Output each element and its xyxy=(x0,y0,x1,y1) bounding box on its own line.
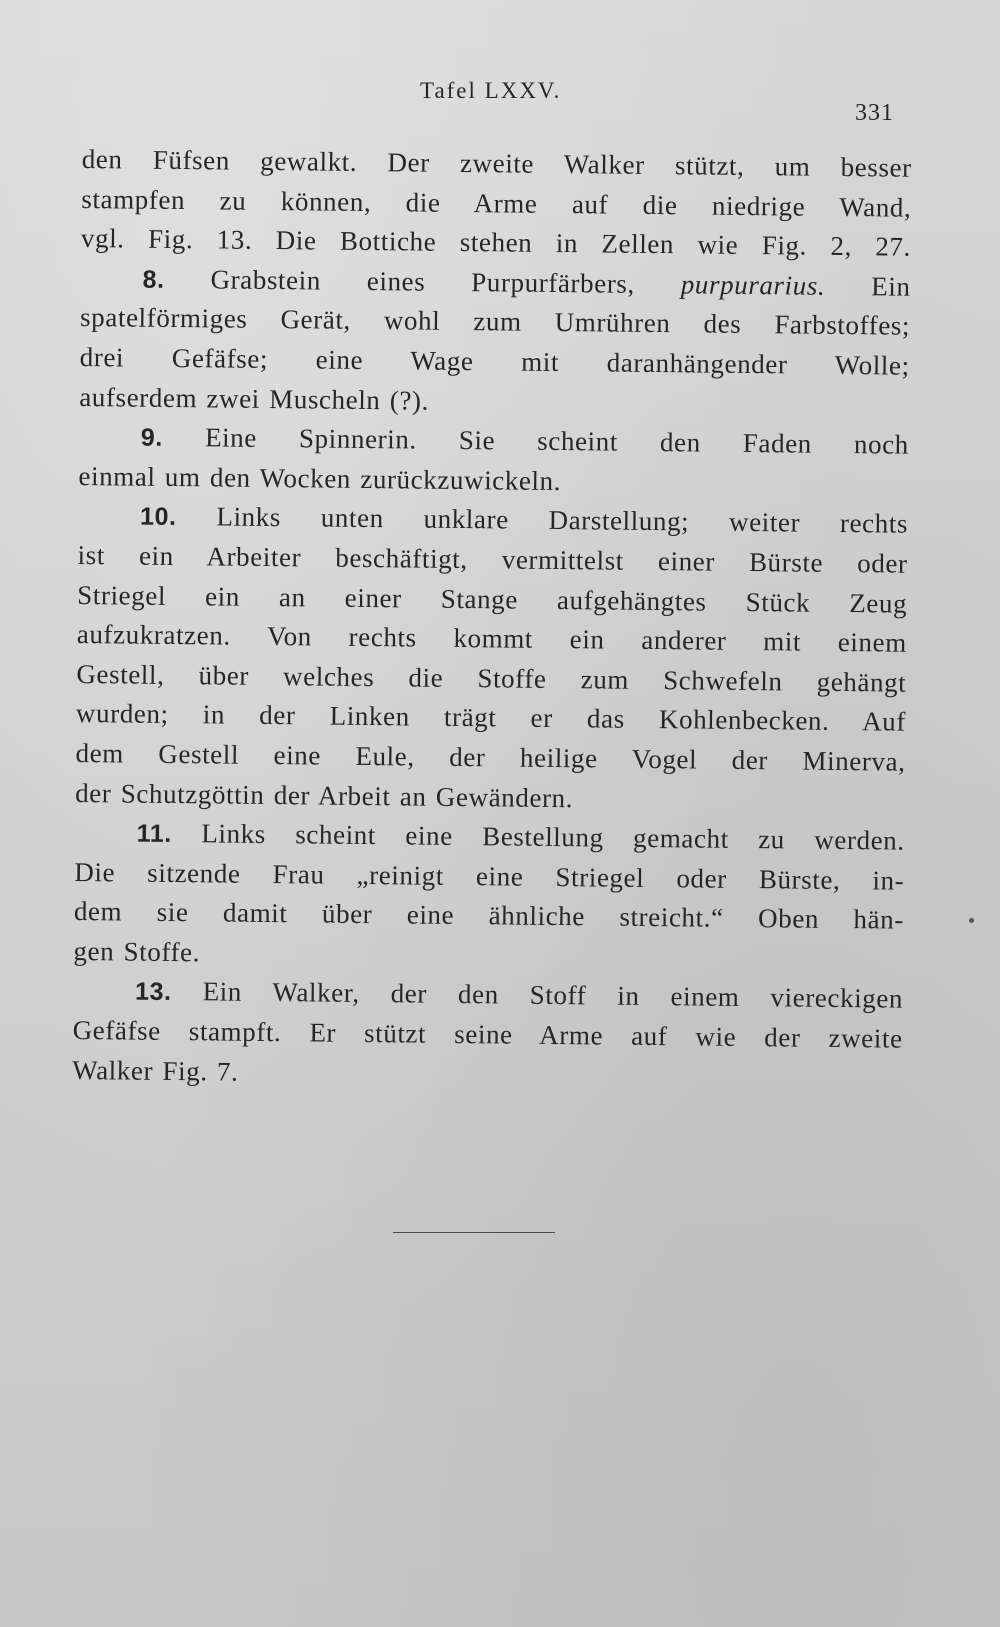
figure-number: 11. xyxy=(136,819,173,849)
plate-title: Tafel LXXV. xyxy=(420,78,562,103)
line-text: aufzukratzen. Von rechts kommt ein anderer mit einem xyxy=(76,619,907,658)
line-text: wurden; in der Linken trägt er das Kohlenbecken. Auf xyxy=(75,698,907,737)
line-text: Ein Walker, der den Stoff in einem viereckigen xyxy=(171,976,904,1015)
line-text: gen Stoffe. xyxy=(73,935,201,968)
line-text: Links scheint eine Bestellung gemacht zu werden. xyxy=(171,818,905,856)
line-text: drei Gefäfse; eine Wage mit daranhängender Wolle; xyxy=(79,341,910,381)
line-text: spatelförmiges Gerät, wohl zum Umrühren des Farbstoffes; xyxy=(79,302,911,342)
line-text: Gefäfse stampft. Er stützt seine Arme auf wie der zweite xyxy=(72,1015,903,1054)
figure-number: 13. xyxy=(134,978,172,1007)
end-rule xyxy=(393,1232,555,1233)
figure-number: 10. xyxy=(139,502,177,532)
figure-number: 8. xyxy=(142,265,165,294)
line-text: Gestell, über welches die Stoffe zum Schwefeln gehängt xyxy=(76,658,907,698)
line-text: der Schutzgöttin der Arbeit an Gewändern. xyxy=(75,777,574,813)
italic-term: purpurarius. xyxy=(680,269,826,301)
line-text: Striegel ein an einer Stange aufgehängtes Stück Zeug xyxy=(77,579,908,619)
line-text: dem Gestell eine Eule, der heilige Vogel der Minerva, xyxy=(75,737,906,777)
body-text xyxy=(72,140,912,1099)
line-text: einmal um den Wocken zurückzuwickeln. xyxy=(78,460,562,496)
page-number: 331 xyxy=(855,100,894,126)
line-text: Die sitzende Frau „reinigt eine Striegel oder Bürste, in- xyxy=(74,856,905,896)
page-header xyxy=(0,78,1000,126)
line-text: Walker Fig. 7. xyxy=(72,1054,239,1087)
line-text: Links unten unklare Darstellung; weiter rechts xyxy=(176,501,909,540)
line-text: vgl. Fig. 13. Die Bottiche stehen in Zellen wie Fig. 2, 27. xyxy=(80,223,912,262)
figure-number: 9. xyxy=(140,423,164,453)
line-text: aufserdem zwei Muscheln (?). xyxy=(79,381,430,416)
line-text-after: Ein xyxy=(825,270,911,302)
line-text: ist ein Arbeiter beschäftigt, vermittelst einer Bürste oder xyxy=(77,539,908,579)
line-text: Grabstein eines Purpurfärbers, xyxy=(164,263,681,300)
line-text: dem sie damit über eine ähnliche streicht.“ Oben hän- xyxy=(73,896,905,935)
paper-speck xyxy=(969,918,974,923)
line-text: Eine Spinnerin. Sie scheint den Faden noch xyxy=(162,422,910,460)
line-text: den Füfsen gewalkt. Der zweite Walker stützt, um besser xyxy=(81,143,912,183)
line-text: stampfen zu können, die Arme auf die niedrige Wand, xyxy=(81,183,912,223)
